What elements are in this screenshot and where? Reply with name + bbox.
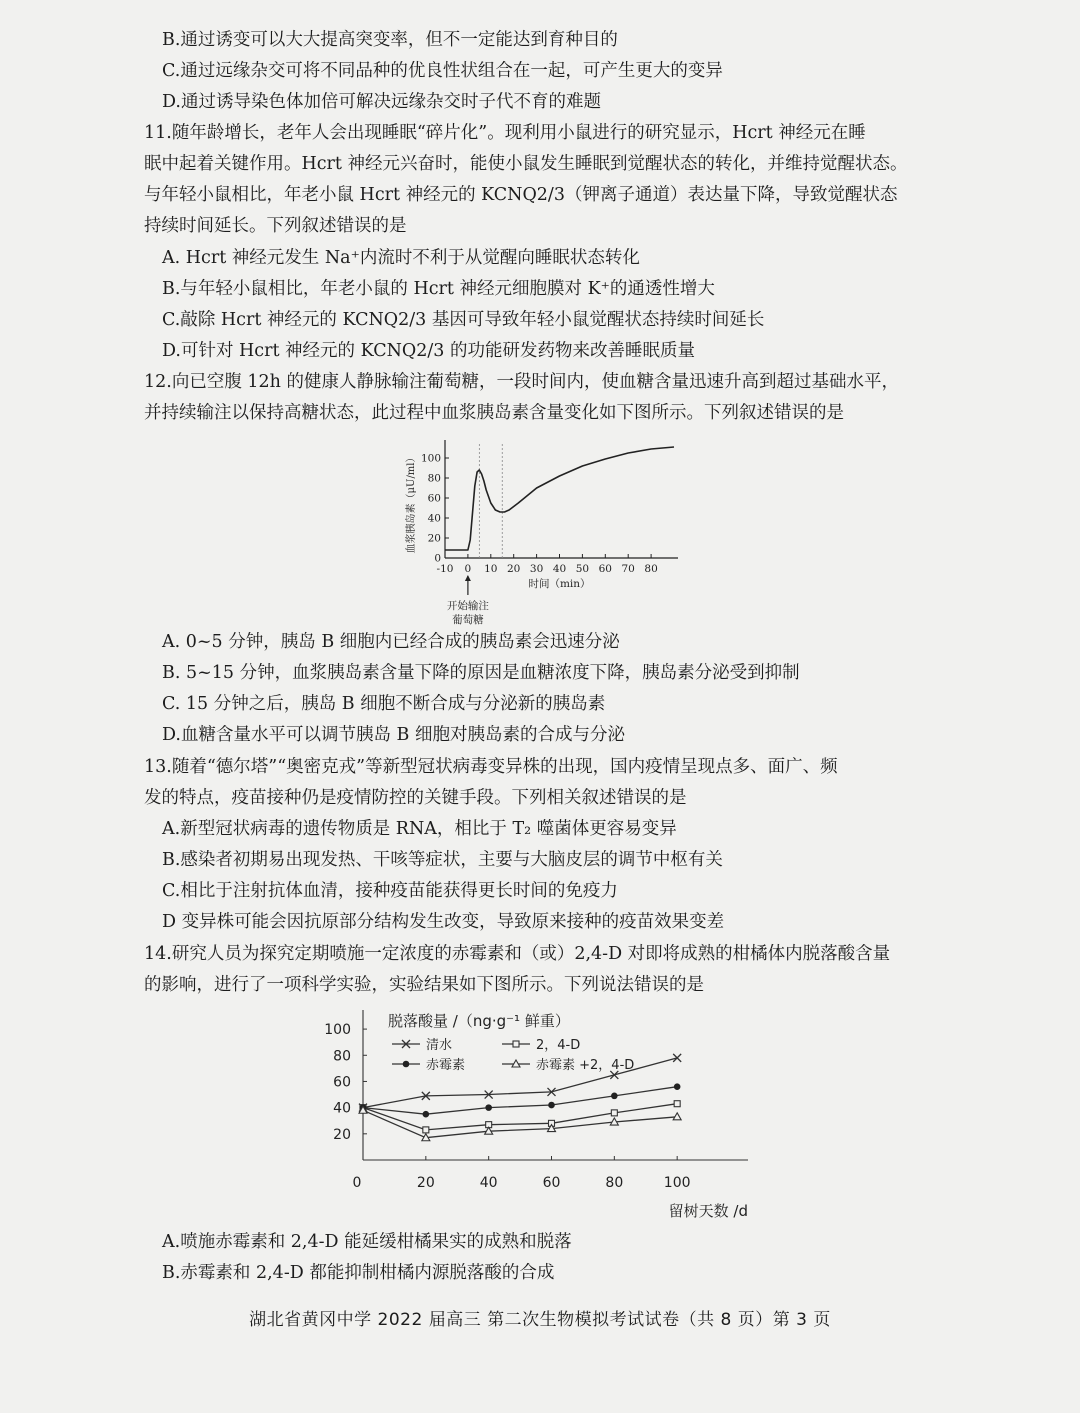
q12-option-a: A. 0~5 分钟，胰岛 B 细胞内已经合成的胰岛素会迅速分泌	[162, 632, 620, 652]
q12-stem-line1: 12.向已空腹 12h 的健康人静脉输注葡萄糖，一段时间内，使血糖含量迅速升高到超过基础水平，	[144, 372, 899, 392]
legend-label: 赤霉素	[426, 1058, 466, 1073]
q11-option-b: B.与年轻小鼠相比，年老小鼠的 Hcrt 神经元细胞膜对 K⁺的通透性增大	[162, 279, 715, 299]
x-tick-label: 20	[416, 1175, 435, 1191]
q11-stem-line1: 11.随年龄增长，老年人会出现睡眠“碎片化”。现利用小鼠进行的研究显示，Hcrt 神经元在睡	[144, 123, 866, 143]
q12-stem-line2: 并持续输注以保持高糖状态，此过程中血浆胰岛素含量变化如下图所示。下列叙述错误的是	[144, 403, 844, 423]
q14-option-a: A.喷施赤霉素和 2,4-D 能延缓柑橘果实的成熟和脱落	[162, 1232, 572, 1252]
legend-label: 2，4-D	[536, 1038, 581, 1053]
q10-option-c: C.通过远缘杂交可将不同品种的优良性状组合在一起，可产生更大的变异	[162, 61, 723, 81]
x-tick-label: 60	[542, 1175, 561, 1191]
q10-option-b: B.通过诱变可以大大提高突变率，但不一定能达到育种目的	[162, 30, 618, 50]
q10-option-d: D.通过诱导染色体加倍可解决远缘杂交时子代不育的难题	[162, 92, 601, 112]
q14-option-b: B.赤霉素和 2,4-D 都能抑制柑橘内源脱落酸的合成	[162, 1263, 555, 1283]
x-axis-title: 时间（min）	[528, 578, 591, 590]
series-2-point	[423, 1127, 429, 1133]
y-tick-label: 20	[333, 1126, 351, 1143]
q11-option-c: C.敲除 Hcrt 神经元的 KCNQ2/3 基因可导致年轻小鼠觉醒状态持续时间延长	[162, 310, 765, 330]
x-tick-label: 40	[552, 563, 567, 575]
y-tick-label: 40	[333, 1100, 351, 1117]
q12-option-b: B. 5~15 分钟，血浆胰岛素含量下降的原因是血糖浓度下降，胰岛素分泌受到抑制	[162, 663, 800, 683]
series-1-point	[673, 1054, 681, 1062]
arrow-head	[465, 575, 471, 581]
q12-option-c: C. 15 分钟之后，胰岛 B 细胞不断合成与分泌新的胰岛素	[162, 694, 606, 714]
q13-option-d: D 变异株可能会因抗原部分结构发生改变，导致原来接种的疫苗效果变差	[162, 912, 725, 932]
legend-label: 清水	[426, 1038, 453, 1053]
q13-option-b: B.感染者初期易出现发热、干咳等症状，主要与大脑皮层的调节中枢有关	[162, 850, 723, 870]
y-tick-label: 40	[427, 512, 441, 525]
q13-option-a: A.新型冠状病毒的遗传物质是 RNA，相比于 T₂ 噬菌体更容易变异	[162, 819, 677, 839]
series-2-point	[611, 1110, 617, 1116]
q12-option-d: D.血糖含量水平可以调节胰岛 B 细胞对胰岛素的合成与分泌	[162, 725, 625, 745]
y-axis-title: 脱落酸量 /（ng·g⁻¹ 鲜重）	[388, 1012, 570, 1030]
series-4-point	[673, 1113, 681, 1120]
x-tick-label: 10	[484, 563, 498, 575]
y-tick-label: 60	[333, 1074, 351, 1091]
insulin-series-line	[445, 447, 674, 550]
y-tick-label: 20	[427, 532, 441, 545]
y-tick-label: 80	[427, 472, 441, 485]
x-tick-label: 40	[479, 1175, 498, 1191]
x-tick-label: 80	[644, 563, 658, 575]
q13-stem-line1: 13.随着“德尔塔”“奥密克戎”等新型冠状病毒变异株的出现，国内疫情呈现点多、面广、频	[144, 757, 838, 777]
q11-stem-line4: 持续时间延长。下列叙述错误的是	[144, 216, 407, 236]
series-2-point	[674, 1101, 680, 1107]
series-3-point	[548, 1102, 555, 1109]
abscisic-acid-chart	[320, 1002, 760, 1227]
x-tick-label: 30	[529, 563, 544, 575]
series-3-point	[423, 1111, 430, 1118]
legend-label: 赤霉素 +2，4-D	[536, 1058, 635, 1073]
y-tick-label: 60	[427, 492, 441, 505]
x-tick-label: 70	[621, 563, 635, 575]
series-line-2	[363, 1104, 677, 1130]
insulin-chart	[398, 435, 698, 625]
q13-stem-line2: 发的特点，疫苗接种仍是疫情防控的关键手段。下列相关叙述错误的是	[144, 788, 687, 808]
q11-option-a: A. Hcrt 神经元发生 Na⁺内流时不利于从觉醒向睡眠状态转化	[162, 248, 640, 268]
y-tick-label: 80	[333, 1048, 351, 1065]
q14-stem-line2: 的影响，进行了一项科学实验，实验结果如下图所示。下列说法错误的是	[144, 975, 704, 995]
legend-marker	[403, 1061, 410, 1068]
series-3-point	[611, 1093, 618, 1100]
q11-option-d: D.可针对 Hcrt 神经元的 KCNQ2/3 的功能研发药物来改善睡眠质量	[162, 341, 695, 361]
x-tick-label: -10	[436, 563, 454, 575]
annotation-line2: 葡萄糖	[452, 614, 484, 625]
y-axis-title: 血浆胰岛素（μU/ml）	[406, 452, 417, 554]
q11-stem-line2: 眠中起着关键作用。Hcrt 神经元兴奋时，能使小鼠发生睡眠到觉醒状态的转化，并维持觉醒状态。	[144, 154, 908, 174]
x-tick-label: 0	[352, 1175, 362, 1191]
y-tick-label: 100	[420, 452, 441, 465]
q13-option-c: C.相比于注射抗体血清，接种疫苗能获得更长时间的免疫力	[162, 881, 618, 901]
x-tick-label: 0	[464, 563, 472, 575]
y-tick-label: 100	[324, 1022, 351, 1039]
x-tick-label: 20	[507, 563, 521, 575]
series-3-point	[674, 1083, 681, 1090]
legend-marker	[513, 1041, 519, 1047]
annotation-line1: 开始输注	[446, 600, 489, 612]
q14-stem-line1: 14.研究人员为探究定期喷施一定浓度的赤霉素和（或）2,4-D 对即将成熟的柑橘体内脱落酸含量	[144, 944, 891, 964]
q11-stem-line3: 与年轻小鼠相比，年老小鼠 Hcrt 神经元的 KCNQ2/3（钾离子通道）表达量下降，导致觉醒状态	[144, 185, 898, 205]
x-tick-label: 50	[575, 563, 590, 575]
x-tick-label: 80	[605, 1175, 624, 1191]
series-3-point	[485, 1104, 492, 1111]
x-tick-label: 100	[663, 1175, 691, 1191]
page-footer: 湖北省黄冈中学 2022 届高三 第二次生物模拟考试试卷（共 8 页）第 3 页	[249, 1310, 831, 1330]
x-tick-label: 60	[598, 563, 612, 575]
x-axis-title: 留树天数 /d	[668, 1202, 748, 1220]
y-tick-label: 0	[434, 552, 441, 565]
